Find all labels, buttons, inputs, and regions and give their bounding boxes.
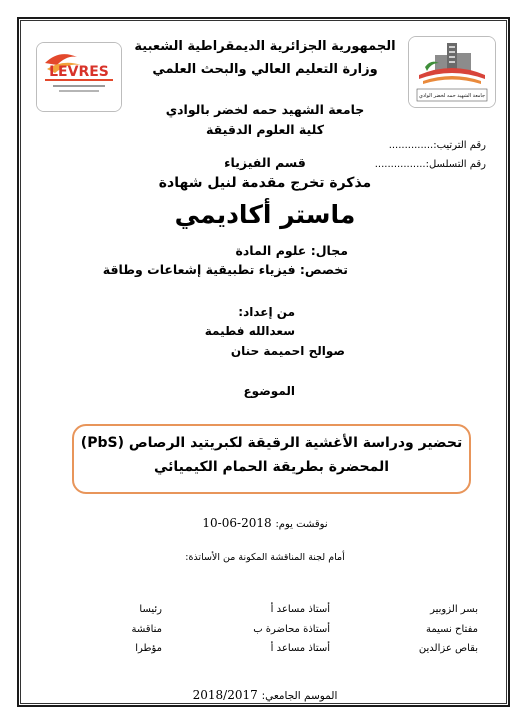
topic-label: الموضوع xyxy=(243,384,295,398)
serial-number-dots: ................ xyxy=(374,159,426,170)
authors-label: من إعداد: xyxy=(238,305,295,319)
university-logo xyxy=(408,36,496,108)
order-number-dots: .............. xyxy=(388,140,434,151)
committee-member-name: مفتاح نسيمة xyxy=(426,624,478,635)
committee-member-rank: أستاذة محاضرة ب xyxy=(253,624,330,635)
levres-logo-icon xyxy=(37,43,121,111)
order-number-label: رقم الترتيب: xyxy=(433,140,486,151)
defense-date xyxy=(140,516,390,530)
university-title: جامعة الشهيد حمه لخضر بالوادي xyxy=(165,102,365,117)
field-label: مجال: xyxy=(310,243,348,258)
committee-member-role: مؤطرا xyxy=(135,643,162,654)
academic-year-label: الموسم الجامعي: xyxy=(261,690,338,702)
committee-member-role: رئيسا xyxy=(139,604,162,615)
committee-member-rank: أستاذ مساعد أ xyxy=(270,604,330,615)
committee-intro: أمام لجنة المناقشة المكونة من الأساتذة: xyxy=(185,552,345,563)
serial-number-label: رقم التسلسل: xyxy=(425,159,486,170)
field-value: علوم المادة xyxy=(235,243,307,258)
university-emblem-icon xyxy=(409,37,495,107)
defense-date-label: نوقشت يوم: xyxy=(275,519,328,530)
author-name: سعدالله فطيمة xyxy=(204,324,295,338)
academic-year xyxy=(140,688,390,702)
committee-member-name: بقاص عزالدين xyxy=(418,643,478,654)
topic-box xyxy=(72,424,471,494)
committee-member-rank: أستاذ مساعد أ xyxy=(270,643,330,654)
field xyxy=(236,243,349,258)
author-name: صوالح احميمة حنان xyxy=(230,344,345,358)
levres-logo-text: LEVRES xyxy=(49,64,109,80)
levres-logo xyxy=(36,42,122,112)
republic-title: الجمهورية الجزائرية الديمقراطية الشعبية xyxy=(134,39,396,54)
ministry-title: وزارة التعليم العالي والبحث العلمي xyxy=(152,62,378,77)
memo-title: مذكرة تخرج مقدمة لنيل شهادة xyxy=(158,175,372,191)
committee-member-role: مناقشة xyxy=(131,624,162,635)
topic-line-2: المحضرة بطريقة الحمام الكيميائي xyxy=(153,459,390,475)
defense-date-value: 2018-06-10 xyxy=(202,516,272,530)
department: قسم الفيزياء xyxy=(224,155,306,170)
degree-title: ماستر أكاديمي xyxy=(174,200,356,229)
specialty-label: تخصص: xyxy=(299,262,348,277)
faculty-title: كلية العلوم الدقيقة xyxy=(206,122,324,137)
order-number xyxy=(389,140,486,151)
academic-year-value: 2018/2017 xyxy=(192,688,258,702)
specialty xyxy=(103,262,348,277)
committee-member-name: بسر الزوبير xyxy=(430,604,478,615)
specialty-value: فيزياء تطبيقية إشعاعات وطاقة xyxy=(102,262,296,277)
topic-line-1: تحضير ودراسة الأغشية الرقيقة لكبريتيد الرصاص (PbS) xyxy=(80,435,463,451)
university-logo-caption: جامعة الشهيد حمه لخضر الوادي xyxy=(418,93,486,99)
